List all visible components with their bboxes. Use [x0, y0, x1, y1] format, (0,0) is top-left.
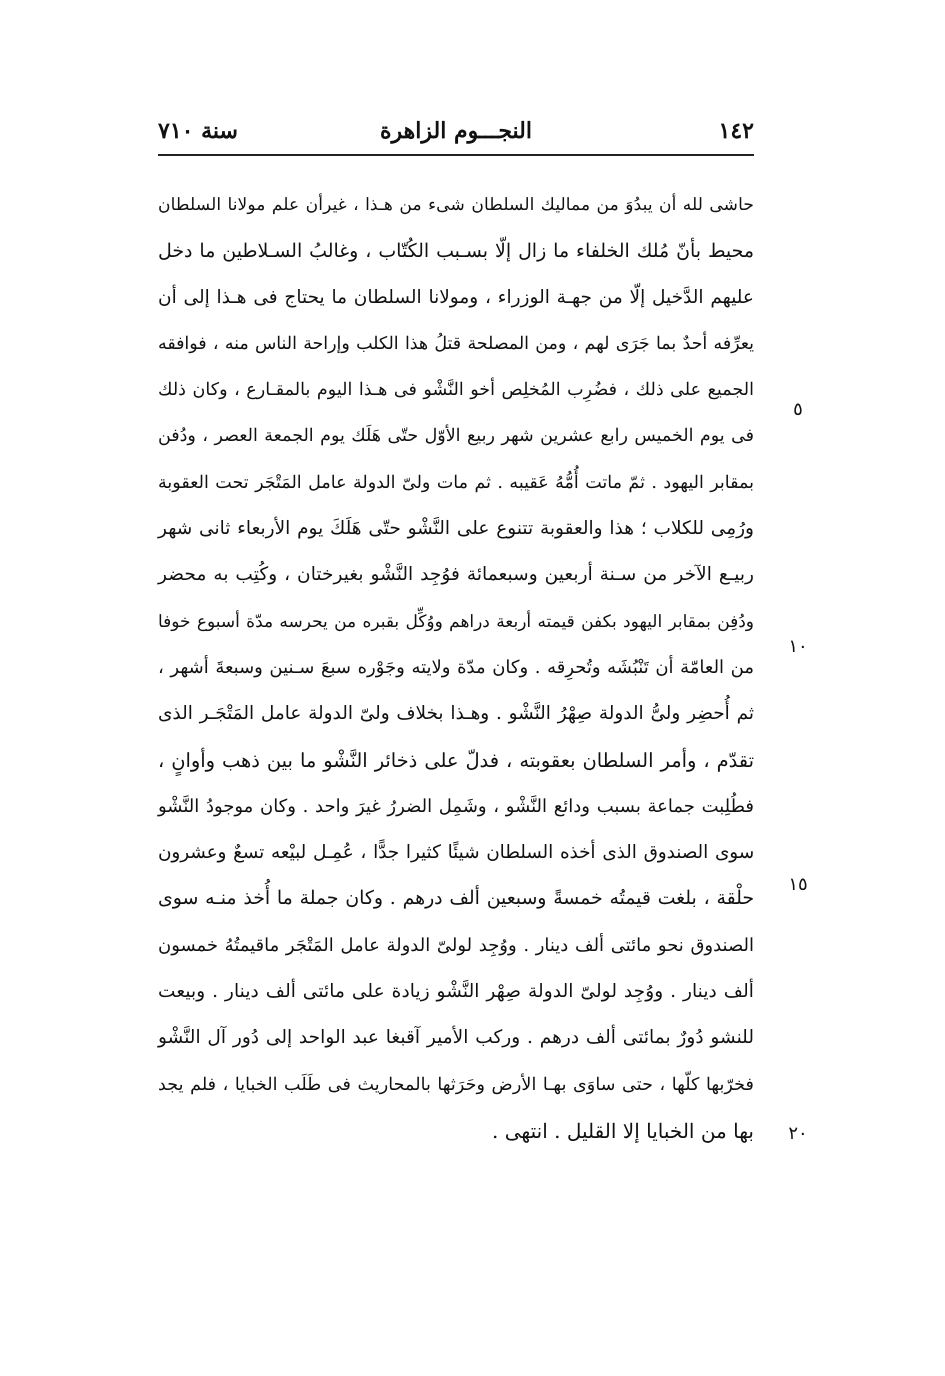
text-line-14: فطُلِبت جماعة بسبب ودائع النَّشْو ، وشَمِل الضررُ غيرَ واحد . وكان موجودُ النَّشْو	[158, 795, 754, 817]
line-number-10: ١٠	[788, 636, 808, 657]
text-line-21: بها من الخبايا إلا القليل . انتهى .	[492, 1118, 754, 1143]
text-line-5: الجميع على ذلك ، فضُرِب المُخلِص أخو النَّشْو فى هـذا اليوم بالمقـارع ، وكان ذلك	[158, 380, 754, 401]
text-line-19: للنشو دُورٌ بمائتى ألف درهم . وركب الأمير آقبغا عبد الواحد إلى دُور آل النَّشْو	[158, 1027, 754, 1049]
running-title: النجـــوم الزاهرة	[380, 118, 532, 144]
year-label: سنة ٧١٠	[158, 118, 238, 144]
text-line-7: بمقابر اليهود . ثمّ ماتت أُمُّهُ عَقيبه . ثم مات ولىّ الدولة عامل المَتْجَر تحت العقوبة	[158, 472, 754, 493]
text-line-6: فى يوم الخميس رابع عشرين شهر ربيع الأوّل حتّى هَلَك يوم الجمعة العصر ، ودُفن	[158, 426, 754, 447]
text-line-2: محيط بأنّ مُلك الخلفاء ما زال إلّا بسـبب الكُتّاب ، وغالبُ السـلاطين ما دخل	[158, 240, 754, 263]
text-line-13: تقدّم ، وأمر السلطان بعقوبته ، فدلّ على ذخائر النَّشْو ما بين ذهب وأوانٍ ،	[158, 748, 754, 772]
text-line-3: عليهم الدَّخيل إلّا من جهـة الوزراء ، ومولانا السلطان ما يحتاج فى هـذا إلى أن	[158, 286, 754, 308]
running-head	[158, 110, 754, 150]
text-line-15: سوى الصندوق الذى أخذه السلطان شيئًا كثيرا جدًّا ، عُمِـل لبيْعه تسعٌ وعشرون	[158, 842, 754, 864]
text-line-12: ثم أُحضِر ولىُّ الدولة صِهْرُ النَّشْو . وهـذا بخلاف ولىّ الدولة عامل المَتْجَـر الذى	[158, 703, 754, 725]
page-number: ١٤٢	[718, 118, 754, 144]
text-line-8: ورُمِى للكلاب ؛ هذا والعقوبة تتنوع على النَّشْو حتّى هَلَكَ يوم الأربعاء ثانى شهر	[158, 518, 754, 540]
text-line-4: يعرِّفه أحدٌ بما جَرَى لهم ، ومن المصلحة قتلُ هذا الكلب وإراحة الناس منه ، فوافقه	[158, 333, 754, 354]
text-line-18: ألف دينار . ووُجِد لولىّ الدولة صِهْر النَّشْو زيادة على مائتى ألف دينار . وبيعت	[158, 981, 754, 1003]
header-rule	[158, 154, 754, 156]
line-number-5: ٥	[793, 399, 803, 420]
line-number-20: ٢٠	[788, 1123, 808, 1144]
text-line-20: فخرّبها كلّها ، حتى ساوَى بهـا الأرض وحَرَثها بالمحاريث فى طَلَب الخبايا ، فلم يجد	[158, 1074, 754, 1095]
line-number-15: ١٥	[788, 874, 808, 895]
text-line-10: ودُفِن بمقابر اليهود بكفن قيمته أربعة دراهم ووُكِّل بقبره من يحرسه مدّة أسبوع خوفا	[158, 611, 754, 632]
text-line-16: حلْقة ، بلغت قيمتُه خمسةً وسبعين ألف درهم . وكان جملة ما أُخذ منـه سوى	[158, 888, 754, 910]
text-line-9: ربيـع الآخر من سـنة أربعين وسبعمائة فوُجِد النَّشْو بغيرختان ، وكُتِب به محضر	[158, 564, 754, 586]
body-text	[158, 182, 754, 1154]
text-line-1: حاشى لله أن يبدُوَ من مماليك السلطان شىء من هـذا ، غيرأن علم مولانا السلطان	[158, 195, 754, 215]
text-line-11: من العامّة أن تَنْبُشَه وتُحرِقه . وكان مدّة ولايته وجَوْره سبعَ سـنين وسبعةَ أشهر ،	[158, 656, 754, 678]
text-line-17: الصندوق نحو مائتى ألف دينار . ووُجِد لولىّ الدولة عامل المَتْجَر ماقيمتُهُ خمسون	[158, 934, 754, 956]
